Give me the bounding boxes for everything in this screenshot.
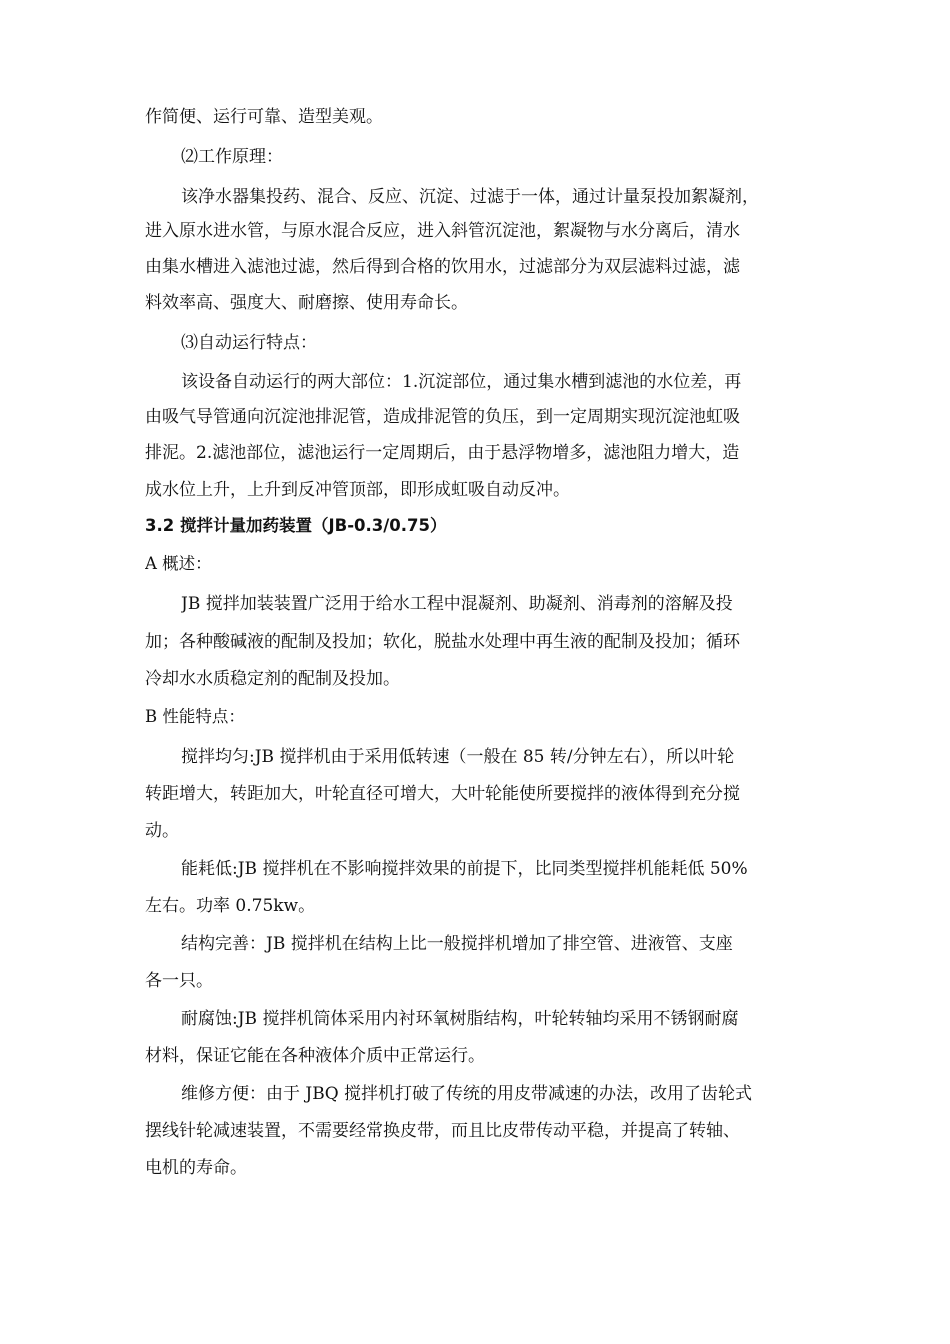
paragraph-line: 搅拌均匀:JB 搅拌机由于采用低转速（一般在 85 转/分钟左右），所以叶轮 — [181, 747, 735, 767]
paragraph-line: 由吸气导管通向沉淀池排泥管，造成排泥管的负压，到一定周期实现沉淀池虹吸 — [145, 407, 740, 427]
paragraph-line: 该净水器集投药、混合、反应、沉淀、过滤于一体，通过计量泵投加絮凝剂， — [181, 187, 759, 207]
subsection-label: B 性能特点： — [145, 707, 245, 726]
paragraph-line: 材料，保证它能在各种液体介质中正常运行。 — [145, 1046, 485, 1066]
subsection-label: A 概述： — [145, 554, 212, 573]
paragraph-line: 结构完善：JB 搅拌机在结构上比一般搅拌机增加了排空管、进液管、支座 — [181, 934, 733, 954]
paragraph-line: 料效率高、强度大、耐磨擦、使用寿命长。 — [145, 293, 468, 313]
subsection-label: ⑵工作原理： — [181, 147, 283, 167]
paragraph-line: 能耗低:JB 搅拌机在不影响搅拌效果的前提下，比同类型搅拌机能耗低 50% — [181, 859, 748, 879]
paragraph-line: 转距增大，转距加大，叶轮直径可增大，大叶轮能使所要搅拌的液体得到充分搅 — [145, 784, 740, 804]
paragraph-line: 该设备自动运行的两大部位：1.沉淀部位，通过集水槽到滤池的水位差，再 — [181, 372, 742, 392]
paragraph-line: 成水位上升，上升到反冲管顶部，即形成虹吸自动反冲。 — [145, 480, 570, 500]
paragraph-line: 耐腐蚀:JB 搅拌机筒体采用内衬环氧树脂结构，叶轮转轴均采用不锈钢耐腐 — [181, 1009, 739, 1029]
paragraph-line: JB 搅拌加装装置广泛用于给水工程中混凝剂、助凝剂、消毒剂的溶解及投 — [181, 594, 733, 614]
paragraph-line: 加；各种酸碱液的配制及投加；软化，脱盐水处理中再生液的配制及投加；循环 — [145, 632, 740, 652]
paragraph-line: 由集水槽进入滤池过滤，然后得到合格的饮用水，过滤部分为双层滤料过滤，滤 — [145, 257, 740, 277]
subsection-label: ⑶自动运行特点： — [181, 333, 317, 353]
paragraph-line: 冷却水水质稳定剂的配制及投加。 — [145, 669, 400, 689]
paragraph-line: 排泥。2.滤池部位，滤池运行一定周期后，由于悬浮物增多，滤池阻力增大，造 — [145, 443, 740, 463]
paragraph-line: 维修方便：由于 JBQ 搅拌机打破了传统的用皮带减速的办法，改用了齿轮式 — [181, 1084, 753, 1104]
paragraph-line: 作简便、运行可靠、造型美观。 — [145, 107, 383, 127]
paragraph-line: 动。 — [145, 821, 179, 841]
paragraph-line: 各一只。 — [145, 971, 213, 991]
paragraph-line: 摆线针轮减速装置，不需要经常换皮带，而且比皮带传动平稳，并提高了转轴、 — [145, 1121, 740, 1141]
paragraph-line: 电机的寿命。 — [145, 1158, 247, 1178]
paragraph-line: 左右。功率 0.75kw。 — [145, 896, 316, 916]
paragraph-line: 进入原水进水管，与原水混合反应，进入斜管沉淀池，絮凝物与水分离后，清水 — [145, 221, 740, 241]
section-heading: 3.2 搅拌计量加药装置（JB-0.3/0.75） — [145, 516, 447, 535]
